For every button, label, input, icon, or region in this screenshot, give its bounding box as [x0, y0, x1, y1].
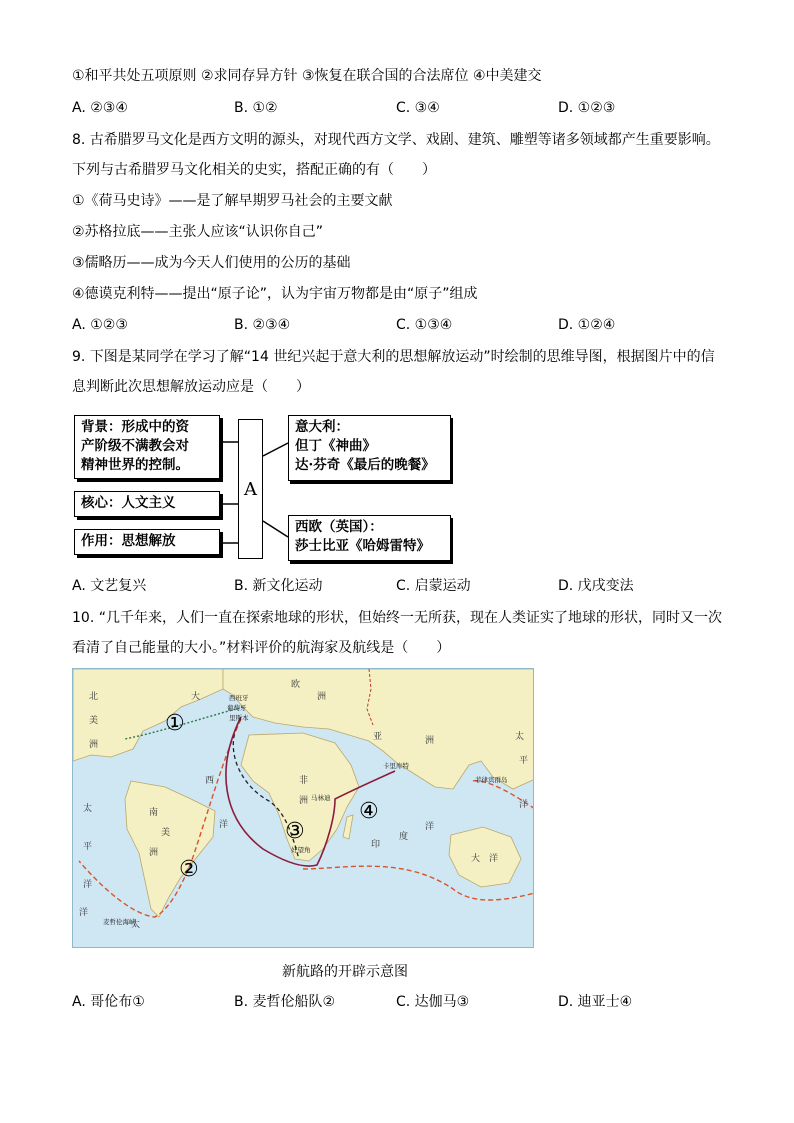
west-line2: 莎士比亚《哈姆雷特》 [295, 538, 430, 554]
label-fei: 非 [299, 776, 309, 786]
mind-map [72, 413, 462, 565]
label-da: 大 [191, 692, 201, 702]
label-ping-right: 平 [519, 756, 529, 766]
q9-option-a[interactable]: A. 文艺复兴 [72, 578, 147, 594]
background-box [74, 415, 220, 479]
q9-option-d[interactable]: D. 戊戌变法 [558, 578, 634, 594]
west-line1: 西欧（英国）： [295, 519, 383, 535]
q7-option-d[interactable]: D. ①②③ [558, 100, 616, 116]
label-calicut: 卡里库特 [383, 762, 409, 770]
q10-option-b[interactable]: B. 麦哲伦船队② [234, 994, 336, 1010]
label-tai-right: 太 [515, 732, 525, 742]
madagascar-land [343, 815, 353, 839]
label-portugal: 葡萄牙 [227, 704, 247, 712]
italy-box [288, 415, 451, 481]
label-zhou-na: 洲 [89, 740, 99, 750]
label-nan: 南 [149, 808, 159, 818]
label-xi-out: 洋 [79, 908, 89, 918]
western-europe-box [288, 515, 451, 561]
core-box: 核心：人文主义 [74, 491, 220, 517]
label-ya: 亚 [373, 732, 383, 742]
q8-item-2: ②苏格拉底——主张人应该“认识你自己” [72, 224, 324, 240]
label-philippines: 菲律宾群岛 [475, 776, 508, 784]
q7-option-c[interactable]: C. ③④ [396, 100, 440, 116]
label-yang-ind: 洋 [425, 822, 435, 832]
label-tai-left: 太 [83, 804, 93, 814]
label-zhou-af: 洲 [299, 796, 309, 806]
italy-line2: 但丁《神曲》 [295, 438, 376, 454]
q7-option-a[interactable]: A. ②③④ [72, 100, 128, 116]
south-america-land [125, 781, 215, 917]
q8-option-c[interactable]: C. ①③④ [396, 317, 453, 333]
route-marker-3: ③ [285, 819, 305, 844]
background-line3: 精神世界的控制。 [81, 457, 189, 473]
q8-option-d[interactable]: D. ①②④ [558, 317, 616, 333]
label-yang-right: 洋 [519, 800, 529, 810]
q8-stem-line1: 8. 古希腊罗马文化是西方文明的源头，对现代西方文学、戏剧、建筑、雕塑等诸多领域都产生重要影响。 [72, 132, 720, 148]
label-lisbon: 里斯本 [229, 714, 249, 722]
q10-option-d[interactable]: D. 迪亚士④ [558, 994, 633, 1010]
q8-item-1: ①《荷马史诗》——是了解早期罗马社会的主要文献 [72, 193, 393, 209]
label-ou: 欧 [291, 680, 301, 690]
label-cape: 好望角 [291, 846, 311, 854]
label-zhou-sa: 洲 [149, 848, 159, 858]
q9-stem-line2: 息判断此次思想解放运动应是（ ） [72, 379, 310, 395]
label-spain: 西班牙 [229, 694, 249, 702]
label-yang-au: 洋 [489, 854, 499, 864]
italy-line1: 意大利： [295, 419, 349, 435]
background-line1: 背景：形成中的资 [81, 419, 189, 435]
route-marker-4: ④ [359, 799, 379, 824]
route-marker-2: ② [179, 857, 199, 882]
q9-option-c[interactable]: C. 启蒙运动 [396, 578, 471, 594]
q8-item-3: ③儒略历——成为今天人们使用的公历的基础 [72, 255, 351, 271]
italy-line3: 达·芬奇《最后的晚餐》 [295, 457, 435, 473]
label-xi: 西 [205, 776, 215, 786]
label-magellan-strait: 麦哲伦海峡 [103, 918, 136, 926]
label-malindi: 马林迪 [311, 794, 331, 802]
label-yang-left: 洋 [83, 880, 93, 890]
q7-items: ①和平共处五项原则 ②求同存异方针 ③恢复在联合国的合法席位 ④中美建交 [72, 68, 542, 84]
label-america-n: 美 [89, 716, 99, 726]
q8-option-b[interactable]: B. ②③④ [234, 317, 291, 333]
q10-option-a[interactable]: A. 哥伦布① [72, 994, 145, 1010]
background-line2: 产阶级不满教会对 [81, 438, 189, 454]
q8-item-4: ④德谟克利特——提出“原子论”，认为宇宙万物都是由“原子”组成 [72, 286, 478, 302]
australia-land [449, 827, 521, 887]
q9-stem-line1: 9. 下图是某同学在学习了解“14 世纪兴起于意大利的思想解放运动”时绘制的思维导图，根据图片中的信 [72, 349, 715, 365]
label-zhou-eu: 洲 [317, 692, 327, 702]
q10-stem-line1: 10. “几千年来，人们一直在探索地球的形状，但始终一无所获，现在人类证实了地球的形状，同时又一次 [72, 610, 722, 626]
map-drawing [73, 669, 534, 948]
route-marker-1: ① [165, 711, 185, 736]
label-yin: 印 [371, 840, 381, 850]
label-zhou-as: 洲 [425, 736, 435, 746]
q10-stem-line2: 看清了自己能量的大小。”材料评价的航海家及航线是（ ） [72, 640, 451, 656]
label-north: 北 [89, 692, 99, 702]
label-yang-atl: 洋 [219, 820, 229, 830]
q8-stem-line2: 下列与古希腊罗马文化相关的史实，搭配正确的有（ ） [72, 162, 436, 178]
label-tai-1: 太 [131, 920, 141, 930]
q8-option-a[interactable]: A. ①②③ [72, 317, 128, 333]
q10-option-c[interactable]: C. 达伽马③ [396, 994, 470, 1010]
label-du: 度 [399, 832, 409, 842]
label-america-s: 美 [161, 828, 171, 838]
q9-option-b[interactable]: B. 新文化运动 [234, 578, 323, 594]
label-da-au: 大 [471, 854, 481, 864]
map-caption: 新航路的开辟示意图 [282, 964, 408, 980]
q7-option-b[interactable]: B. ①② [234, 100, 278, 116]
label-ping-left: 平 [83, 842, 93, 852]
new-sea-routes-map [72, 668, 534, 948]
center-box-a: A [238, 419, 263, 559]
effect-box: 作用：思想解放 [74, 529, 220, 555]
